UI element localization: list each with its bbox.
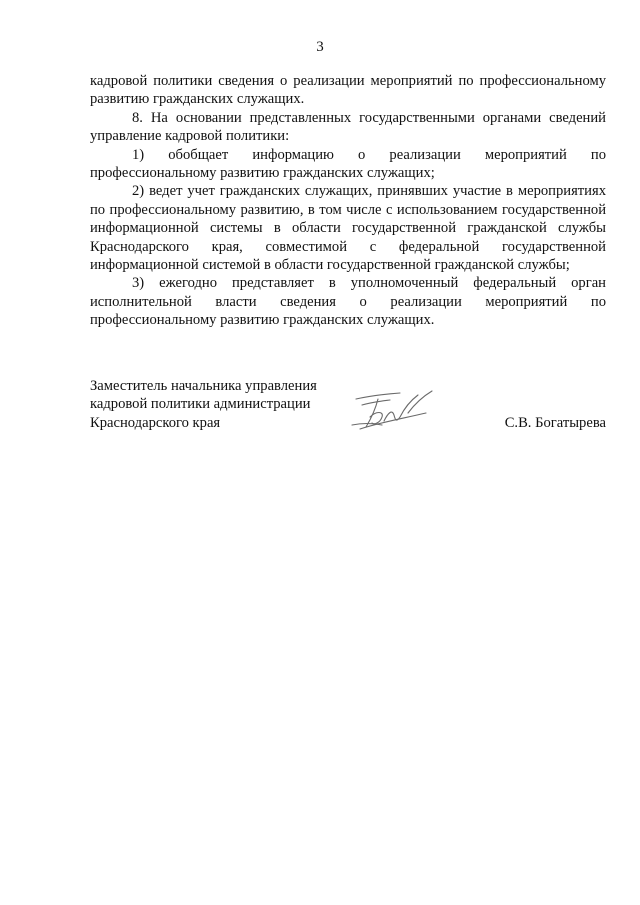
paragraph-subitem-1: 1) обобщает информацию о реализации мероприятий по профессиональному развитию гражданских служащих; — [90, 146, 606, 182]
paragraph-subitem-3: 3) ежегодно представляет в уполномоченный федеральный орган исполнительной власти сведения о реализации мероприятий по профессиональному развитию гражданских служащих. — [90, 275, 606, 329]
signer-position-line-3: Краснодарского края — [90, 414, 221, 431]
paragraph-item-8: 8. На основании представленных государственными органами сведений управление кадровой политики: — [90, 109, 606, 145]
paragraph-continuation: кадровой политики сведения о реализации мероприятий по профессиональному развитию гражданских служащих. — [90, 73, 606, 108]
signer-position-line-2: кадровой политики администрации — [90, 396, 311, 413]
signer-position — [90, 377, 350, 432]
paragraph-subitem-2: 2) ведет учет гражданских служащих, принявших участие в мероприятиях по профессиональному развитию, в том числе с использованием государственной информационной системы в области государственной гражданской службы Краснодарского края, совместимой с федеральной государственной информационной системой в области государственной гражданской службы; — [90, 183, 606, 274]
page-number: 3 — [316, 39, 324, 55]
handwritten-signature-icon — [348, 387, 438, 433]
signer-position-line-1: Заместитель начальника управления — [90, 378, 317, 394]
signature-block — [90, 377, 606, 437]
document-body — [90, 72, 606, 330]
signer-name: С.В. Богатырева — [504, 414, 606, 431]
